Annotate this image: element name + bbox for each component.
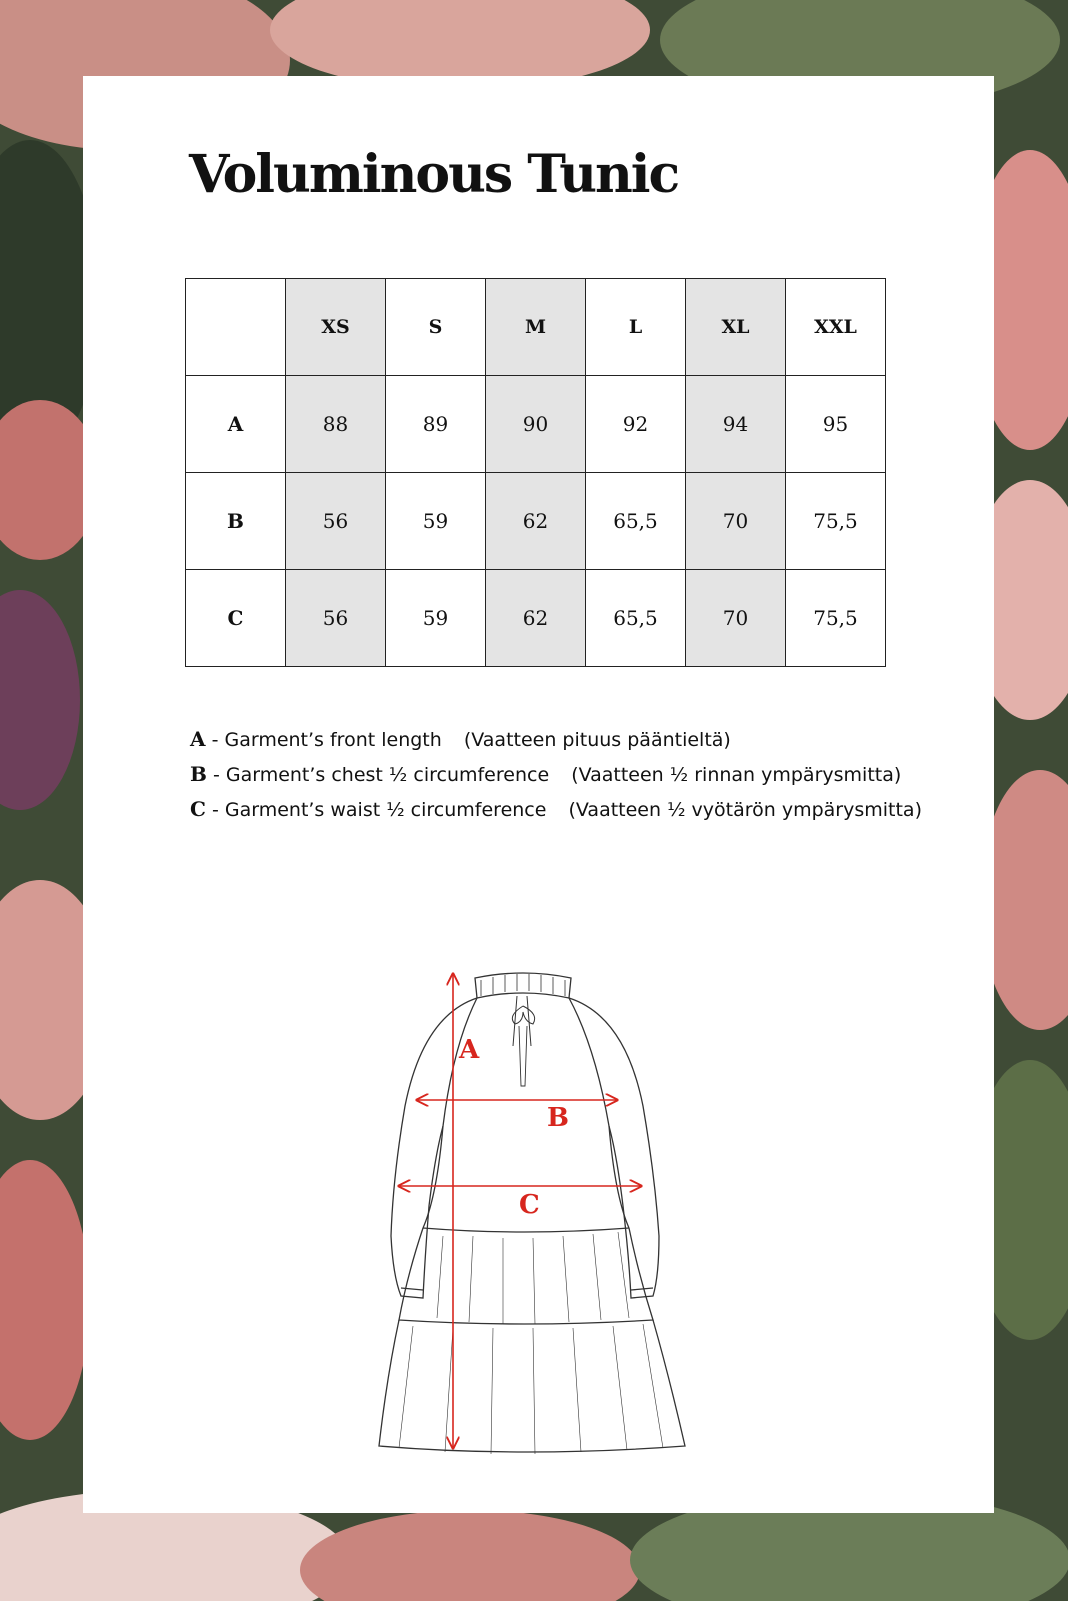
legend-translation: (Vaatteen pituus pääntieltä)	[463, 729, 731, 751]
size-header-xs: XS	[286, 279, 386, 376]
page-title: Voluminous Tunic	[189, 144, 679, 205]
size-chart-card	[83, 76, 994, 1513]
legend-translation: (Vaatteen ½ vyötärön ympärysmitta)	[568, 799, 922, 821]
table-cell: 56	[286, 570, 386, 667]
size-table	[185, 278, 886, 667]
legend-item-c	[190, 792, 922, 827]
table-cell: 70	[686, 473, 786, 570]
table-cell: 62	[486, 473, 586, 570]
legend-item-b	[190, 757, 922, 792]
table-row	[186, 570, 886, 667]
measure-label-a: A	[459, 1035, 480, 1065]
table-cell: 90	[486, 376, 586, 473]
table-cell: 56	[286, 473, 386, 570]
table-header-row	[186, 279, 886, 376]
legend-translation: (Vaatteen ½ rinnan ympärysmitta)	[571, 764, 902, 786]
legend-text: - Garment’s waist ½ circumference	[211, 799, 547, 821]
table-cell: 95	[786, 376, 886, 473]
size-header-s: S	[386, 279, 486, 376]
legend-text: - Garment’s front length	[211, 729, 442, 751]
row-label-a: A	[186, 376, 286, 473]
measure-label-b: B	[547, 1103, 569, 1133]
legend-key: A	[190, 727, 206, 751]
table-cell: 59	[386, 473, 486, 570]
legend-key: C	[190, 797, 206, 821]
size-header-xxl: XXL	[786, 279, 886, 376]
measure-label-c: C	[519, 1190, 540, 1220]
table-cell: 94	[686, 376, 786, 473]
garment-sketch	[363, 876, 703, 1456]
table-row	[186, 376, 886, 473]
row-label-b: B	[186, 473, 286, 570]
legend-text: - Garment’s chest ½ circumference	[212, 764, 550, 786]
size-header-l: L	[586, 279, 686, 376]
measurement-legend	[190, 722, 922, 827]
table-cell: 65,5	[586, 473, 686, 570]
size-header-m: M	[486, 279, 586, 376]
table-cell: 92	[586, 376, 686, 473]
legend-key: B	[190, 762, 207, 786]
table-cell: 65,5	[586, 570, 686, 667]
table-cell: 88	[286, 376, 386, 473]
table-cell: 70	[686, 570, 786, 667]
legend-item-a	[190, 722, 922, 757]
row-label-c: C	[186, 570, 286, 667]
table-corner-cell	[186, 279, 286, 376]
table-cell: 75,5	[786, 570, 886, 667]
table-cell: 75,5	[786, 473, 886, 570]
table-cell: 59	[386, 570, 486, 667]
size-header-xl: XL	[686, 279, 786, 376]
table-cell: 62	[486, 570, 586, 667]
table-row	[186, 473, 886, 570]
table-cell: 89	[386, 376, 486, 473]
